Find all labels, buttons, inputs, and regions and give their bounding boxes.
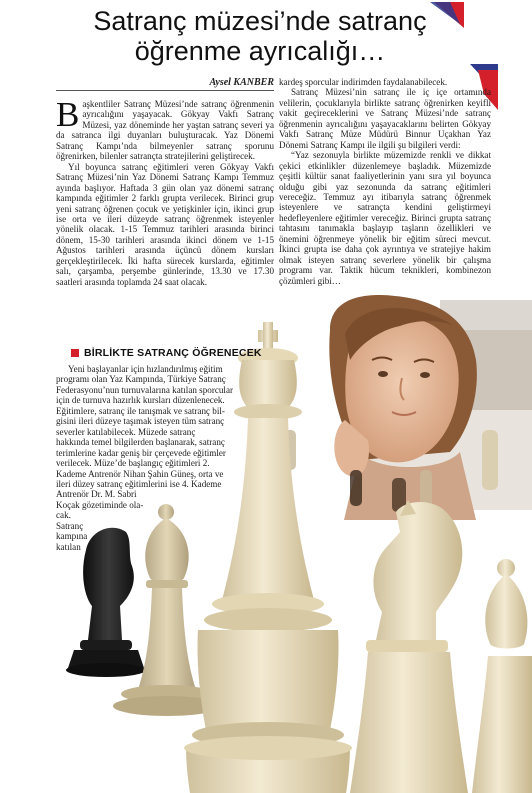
- lower-text-line: cak.: [56, 510, 71, 521]
- right-quote-paragraph: “Yaz sezonuyla birlikte müzemizde renkli ve dikkat çekici etkinlikler düzenlemeye başladık. Müzemizde çeşitli kültür sanat faaliyetlerinin yanı sıra yıl boyunca olduğu gibi yaz sezonunda da satranç eğitimleri vereceğiz. Temmuz ayı itibarıyla satranç öğrenmek isteyenlere ve satrançta kendini geliştirmeyi hedefleyenlere eğitimler vereceğiz. Birinci grupta satranç tahtasını tanımakla başlayıp taşların özellikleri ve önemini öğrenmeye yönelik bir eğitim süreci mevcut. İkinci grupta ise daha çok ayrıntıya ve stratejiye hakim olmak isteyen satranç severlere yönelik bir çalışma programı var. Taktik hücum teknikleri, kombinezon çözümleri gibi…: [279, 150, 491, 286]
- right-column: [279, 77, 491, 286]
- lower-text-line: Satranç: [56, 520, 84, 531]
- body-paragraph-2: Yıl boyunca satranç eğitimleri veren Gökyay Vakfı Satranç Müzesi’nin Yaz Dönemi Satranç Kampı Temmuz ayında başlıyor. Haftada 3 gün olan yaz dönemi satranç kampında eğitimler 2 farklı grupta verilecek. Birinci grup yeni satranç öğrenen çocuk ve yetişkinler için, ikinci grup ise orta ve ileri düzeyde satranç öğrenmek isteyenler yönelik olacak. 1-15 Temmuz tarihleri arasında birinci dönem, 15-30 tarihleri arasında ikinci dönem ve 1-15 Ağustos tarihleri arasında üçüncü dönem kursları gerçekleştirilecek. İki hafta sürecek kurslarda, eğitimler salı, çarşamba, perşembe günlerinde, 13.30 ve 17.30 saatleri arasında toplamda 24 saat olacak.: [56, 161, 274, 287]
- lower-text-line: için de turnuva hazırlık kursları düzenlenecek.: [56, 395, 225, 406]
- lower-text-line: ileri düzey satranç eğitimlerini ise 4. Kademe: [56, 478, 222, 489]
- intro-paragraph: [56, 95, 274, 162]
- headline-line-2: öğrenme ayrıcalığı…: [134, 36, 386, 66]
- lower-left-column: [56, 364, 276, 552]
- lower-text-line: Koçak gözetiminde ola-: [56, 499, 144, 510]
- lower-text-line: programı olan Yaz Kampında, Türkiye Satranç: [56, 374, 226, 385]
- section-subheading: BİRLİKTE SATRANÇ ÖĞRENECEK: [84, 347, 262, 359]
- subheading-square-icon: [70, 348, 80, 358]
- white-bishop-right-piece: [472, 559, 532, 793]
- lower-text-line: katılan: [56, 541, 81, 552]
- lower-text-line: hakkında temel bilgilerden başlanarak, satranç: [56, 437, 225, 448]
- lower-text-line: kampına: [56, 531, 88, 542]
- left-column: [56, 95, 274, 287]
- lower-text-line: severler katılabilecek. Müzede satranç: [56, 426, 196, 437]
- article-headline: [40, 6, 480, 66]
- right-continued-text: kardeş sporcular indirimden faydalanabilecek.: [279, 77, 448, 87]
- intro-text: aşkentliler Satranç Müzesi’nde satranç öğrenmenin ayrıcalığını yaşayacak. Gökyay Vakfı Satranç Müzesi, yaz döneminde her yaştan satranç severi ya da satranca ilgi duyanları buluşturacak. Yaz Dönemi Satranç Kampı’nda bilmeyenler satranç sporunu öğrenirken, bilenler satrançta stratejilerini geliştirecek.: [56, 99, 274, 162]
- drop-cap: B: [56, 95, 80, 134]
- lower-text-line: Federasyonu’nun turnuvalarına katılan sporcular: [56, 384, 234, 395]
- lower-text-line: Eğitimlere, satranç ile tanışmak ve satranç bil-: [56, 405, 225, 416]
- right-paragraph-1: Satranç Müzesi’nin satranç ile iç içe ortamında velilerin, çocuklarıyla birlikte satranç öğrenirken keyifli vakit geçireceklerini ve Satranç Müzesi’nde satranç öğrenmenin ayrıcalığını yaşayacaklarını belirten Gökyay Vakfı Satranç Müze Müdürü Binnur Uçakhan Yaz Dönemi Satranç Kampı ile ilgili şu bilgileri verdi:: [279, 87, 491, 150]
- headline-line-1: Satranç müzesi’nde satranç: [93, 6, 427, 36]
- lower-text-line: Kademe Antrenör Nihan Şahin Güneş, orta ve: [56, 468, 224, 479]
- byline-divider: [56, 90, 274, 91]
- lower-text-line: gisini ileri düzeye taşımak isteyen tüm satranç: [56, 416, 225, 427]
- author-byline: Aysel KANBER: [209, 77, 274, 88]
- lower-text-line: verilecek. Müze’de başlangıç eğitimleri 2.: [56, 458, 210, 469]
- lower-text-line: Antrenör Dr. M. Sabri: [56, 489, 137, 500]
- lower-text-line: Yeni başlayanlar için hızlandırılmış eğitim: [68, 364, 223, 374]
- white-knight-piece: [350, 500, 468, 793]
- lower-text-line: terimlerine kadar geniş bir çerçevede eğitimler: [56, 447, 226, 458]
